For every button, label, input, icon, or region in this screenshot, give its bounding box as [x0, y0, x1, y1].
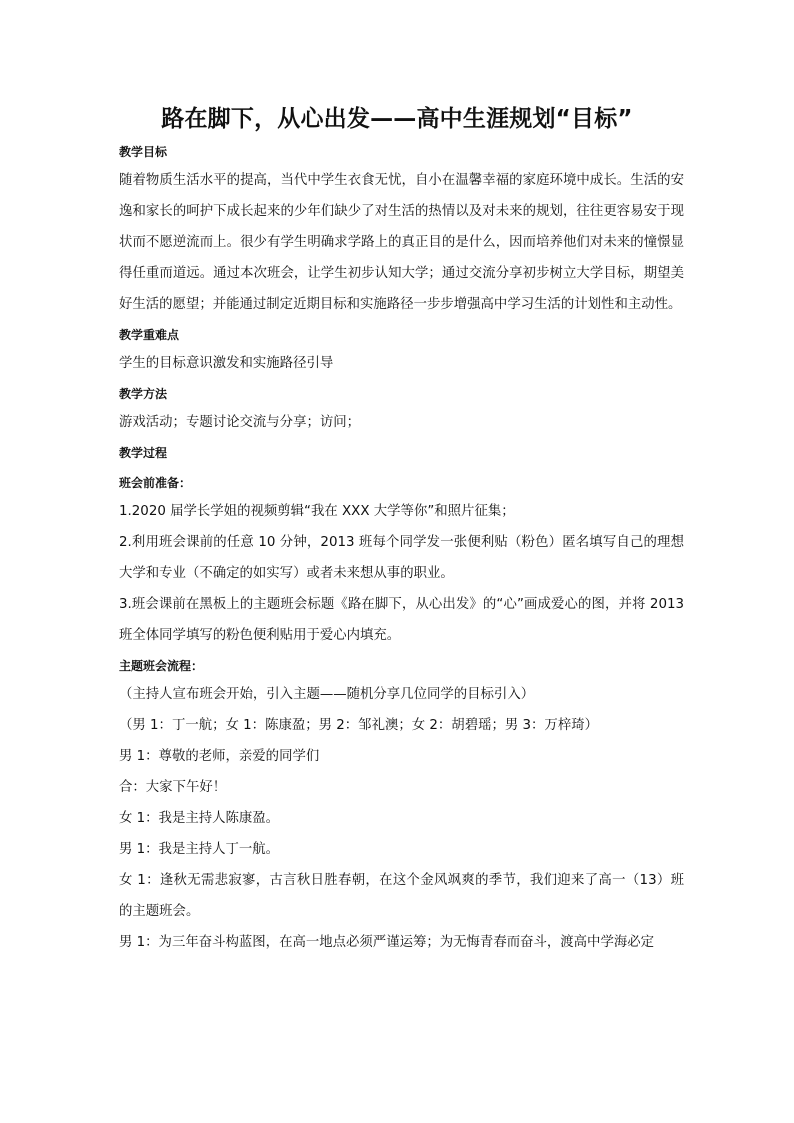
section-heading-preparation: 班会前准备：	[119, 476, 192, 490]
key-points-paragraph: 学生的目标意识激发和实施路径引导	[119, 356, 334, 371]
section-heading-flow: 主题班会流程：	[119, 659, 204, 673]
section-heading-process: 教学过程	[119, 446, 168, 460]
section-heading-goal: 教学目标	[119, 145, 168, 159]
goal-paragraph: 随着物质生活水平的提高，当代中学生衣食无忧，自小在温馨幸福的家庭环境中成长。生活的安逸和家长的呵护下成长起来的少年们缺少了对生活的热情以及对未来的规划，往往更容易安于现状而不愿逆流而上。很少有学生明确求学路上的真正目的是什么，因而培养他们对未来的憧憬显得任重而道远。通过本次班会，让学生初步认知大学；通过交流分享初步树立大学目标，期望美好生活的愿望；并能通过制定近期目标和实施路径一步步增强高中学习生活的计划性和主动性。	[119, 173, 684, 312]
document-title: 路在脚下，从心出发——高中生涯规划“目标”	[161, 106, 633, 132]
flow-line: 男 1：尊敬的老师，亲爱的同学们	[119, 749, 320, 764]
flow-line: 女 1：我是主持人陈康盈。	[119, 811, 280, 826]
prep-item: 3.班会课前在黑板上的主题班会标题《路在脚下，从心出发》的“心”画成爱心的图，并将 2013 班全体同学填写的粉色便利贴用于爱心内填充。	[119, 597, 684, 643]
prep-item: 1.2020 届学长学姐的视频剪辑“我在 XXX 大学等你”和照片征集；	[119, 504, 515, 519]
prep-item: 2.利用班会课前的任意 10 分钟，2013 班每个同学发一张便利贴（粉色）匿名填写自己的理想大学和专业（不确定的如实写）或者未来想从事的职业。	[119, 535, 684, 581]
flow-line: 男 1：我是主持人丁一航。	[119, 842, 280, 857]
flow-line: （男 1：丁一航；女 1：陈康盈；男 2：邹礼澳；女 2：胡碧瑶；男 3：万梓琦）	[119, 718, 598, 733]
flow-line: 合：大家下午好！	[119, 780, 227, 795]
section-heading-method: 教学方法	[119, 387, 168, 401]
document-body	[119, 142, 684, 958]
section-heading-key-points: 教学重难点	[119, 328, 180, 342]
flow-line: （主持人宣布班会开始，引入主题——随机分享几位同学的目标引入）	[119, 687, 535, 702]
flow-line: 男 1：为三年奋斗构蓝图，在高一地点必须严谨运筹；为无悔青春而奋斗，渡高中学海必定	[119, 935, 655, 950]
method-paragraph: 游戏活动；专题讨论交流与分享；访问；	[119, 415, 361, 430]
flow-line: 女 1：逢秋无需悲寂寥，古言秋日胜春朝，在这个金风飒爽的季节，我们迎来了高一（13）班的主题班会。	[119, 873, 684, 919]
